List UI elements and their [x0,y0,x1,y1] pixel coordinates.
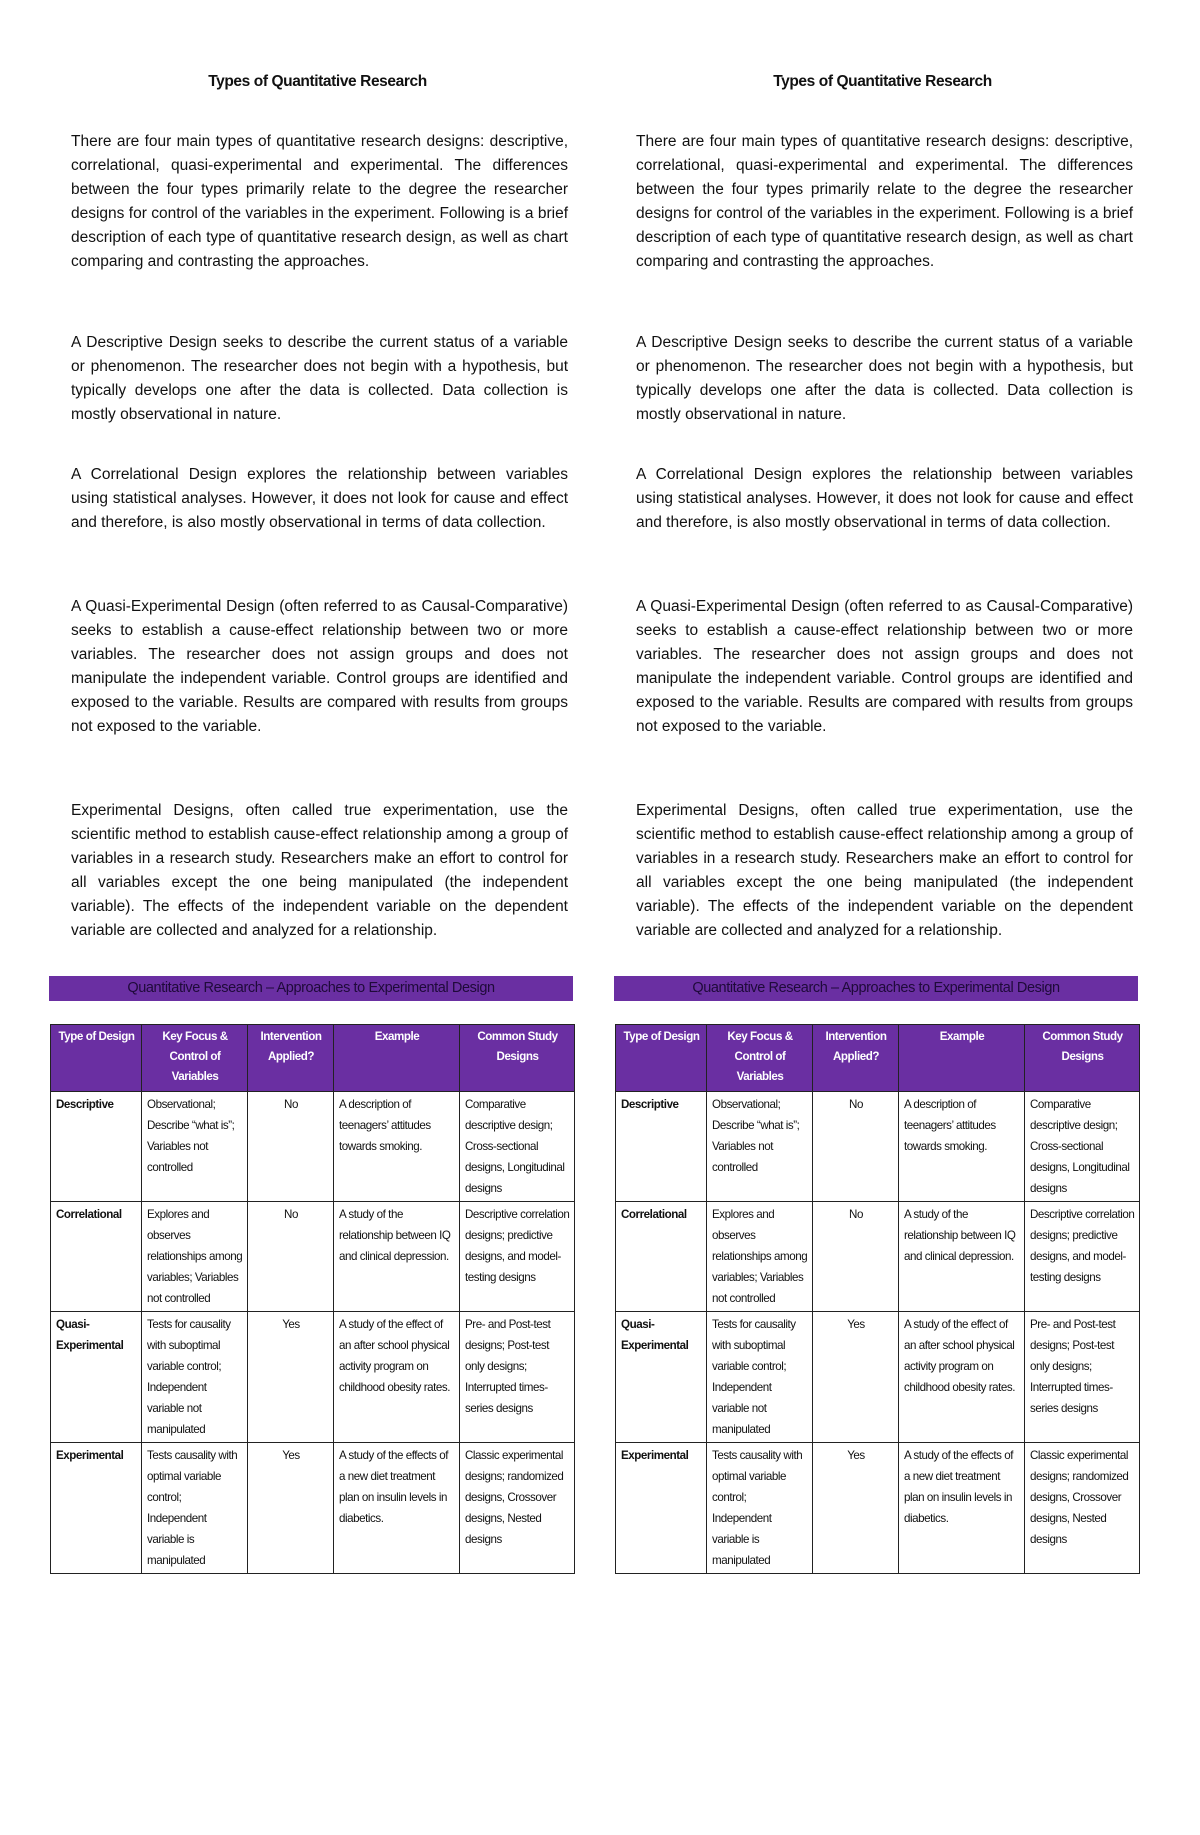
cell-study-designs: Classic experimental designs; randomized designs, Crossover designs, Nested designs [1025,1443,1140,1574]
cell-key-focus: Tests for causality with suboptimal variable control; Independent variable not manipulated [707,1312,813,1443]
page-title: Types of Quantitative Research [773,73,992,90]
header-example: Example [899,1025,1025,1092]
cell-type: Correlational [616,1202,707,1312]
cell-example: A study of the relationship between IQ and clinical depression. [334,1202,460,1312]
table-row [51,1312,575,1443]
header-type: Type of Design [51,1025,142,1092]
cell-type: Descriptive [616,1092,707,1202]
cell-study-designs: Comparative descriptive design; Cross-sectional designs, Longitudinal designs [1025,1092,1140,1202]
experimental-paragraph: Experimental Designs, often called true experimentation, use the scientific method to establish cause-effect relationship among a group of variables in a research study. Researchers make an effort to control for all variables except the one being manipulated (the independent variable). The effects of the independent variable on the dependent variable are collected and analyzed for a relationship. [71,802,568,939]
cell-intervention: Yes [248,1312,334,1443]
quasi-experimental-paragraph: A Quasi-Experimental Design (often referred to as Causal-Comparative) seeks to establish a cause-effect relationship between two or more variables. The researcher does not assign groups and does not manipulate the independent variable. Control groups are identified and exposed to the variable. Results are compared with results from groups not exposed to the variable. [71,598,568,735]
cell-study-designs: Pre- and Post-test designs; Post-test only designs; Interrupted times-series designs [1025,1312,1140,1443]
cell-type: Experimental [616,1443,707,1574]
cell-study-designs: Descriptive correlation designs; predictive designs, and model-testing designs [1025,1202,1140,1312]
table-row [51,1202,575,1312]
descriptive-paragraph: A Descriptive Design seeks to describe the current status of a variable or phenomenon. The researcher does not begin with a hypothesis, but typically develops one after the data is collected. Data collection is mostly observational in nature. [71,334,568,423]
cell-key-focus: Tests for causality with suboptimal variable control; Independent variable not manipulated [142,1312,248,1443]
comparison-table [50,1024,575,1574]
table-title-banner: Quantitative Research – Approaches to Experimental Design [49,976,573,1001]
cell-type: Descriptive [51,1092,142,1202]
cell-type: Experimental [51,1443,142,1574]
descriptive-paragraph: A Descriptive Design seeks to describe the current status of a variable or phenomenon. The researcher does not begin with a hypothesis, but typically develops one after the data is collected. Data collection is mostly observational in nature. [636,334,1133,423]
header-example: Example [334,1025,460,1092]
cell-intervention: Yes [248,1443,334,1574]
table-row [616,1202,1140,1312]
comparison-table [615,1024,1140,1574]
header-intervention: Intervention Applied? [813,1025,899,1092]
intro-paragraph: There are four main types of quantitative research designs: descriptive, correlational, quasi-experimental and experimental. The differences between the four types primarily relate to the degree the researcher designs for control of the variables in the experiment. Following is a brief description of each type of quantitative research design, as well as chart comparing and contrasting the approaches. [636,133,1133,270]
header-intervention: Intervention Applied? [248,1025,334,1092]
header-key-focus: Key Focus & Control of Variables [707,1025,813,1092]
cell-key-focus: Observational; Describe “what is”; Variables not controlled [707,1092,813,1202]
table-row [616,1443,1140,1574]
cell-example: A description of teenagers’ attitudes towards smoking. [334,1092,460,1202]
table-title-banner: Quantitative Research – Approaches to Experimental Design [614,976,1138,1001]
cell-key-focus: Observational; Describe “what is”; Variables not controlled [142,1092,248,1202]
table-row [616,1092,1140,1202]
table-header-row [51,1025,575,1092]
cell-intervention: No [248,1092,334,1202]
cell-study-designs: Comparative descriptive design; Cross-sectional designs, Longitudinal designs [460,1092,575,1202]
table-row [616,1312,1140,1443]
cell-key-focus: Explores and observes relationships among variables; Variables not controlled [707,1202,813,1312]
cell-intervention: Yes [813,1312,899,1443]
cell-study-designs: Pre- and Post-test designs; Post-test only designs; Interrupted times-series designs [460,1312,575,1443]
cell-example: A study of the effect of an after school physical activity program on childhood obesity rates. [899,1312,1025,1443]
cell-example: A study of the effects of a new diet treatment plan on insulin levels in diabetics. [899,1443,1025,1574]
correlational-paragraph: A Correlational Design explores the relationship between variables using statistical analyses. However, it does not look for cause and effect and therefore, is also mostly observational in terms of data collection. [71,466,568,531]
intro-paragraph: There are four main types of quantitative research designs: descriptive, correlational, quasi-experimental and experimental. The differences between the four types primarily relate to the degree the researcher designs for control of the variables in the experiment. Following is a brief description of each type of quantitative research design, as well as chart comparing and contrasting the approaches. [71,133,568,270]
cell-key-focus: Explores and observes relationships among variables; Variables not controlled [142,1202,248,1312]
page-title: Types of Quantitative Research [208,73,427,90]
cell-intervention: No [813,1092,899,1202]
cell-example: A study of the effects of a new diet treatment plan on insulin levels in diabetics. [334,1443,460,1574]
cell-type: Quasi-Experimental [616,1312,707,1443]
cell-key-focus: Tests causality with optimal variable control; Independent variable is manipulated [707,1443,813,1574]
cell-study-designs: Descriptive correlation designs; predictive designs, and model-testing designs [460,1202,575,1312]
correlational-paragraph: A Correlational Design explores the relationship between variables using statistical analyses. However, it does not look for cause and effect and therefore, is also mostly observational in terms of data collection. [636,466,1133,531]
quasi-experimental-paragraph: A Quasi-Experimental Design (often referred to as Causal-Comparative) seeks to establish a cause-effect relationship between two or more variables. The researcher does not assign groups and does not manipulate the independent variable. Control groups are identified and exposed to the variable. Results are compared with results from groups not exposed to the variable. [636,598,1133,735]
cell-intervention: No [813,1202,899,1312]
cell-intervention: Yes [813,1443,899,1574]
cell-type: Correlational [51,1202,142,1312]
header-study-designs: Common Study Designs [1025,1025,1140,1092]
table-row [51,1443,575,1574]
cell-intervention: No [248,1202,334,1312]
cell-example: A study of the effect of an after school physical activity program on childhood obesity rates. [334,1312,460,1443]
cell-type: Quasi-Experimental [51,1312,142,1443]
header-study-designs: Common Study Designs [460,1025,575,1092]
table-header-row [616,1025,1140,1092]
cell-key-focus: Tests causality with optimal variable control; Independent variable is manipulated [142,1443,248,1574]
table-row [51,1092,575,1202]
header-key-focus: Key Focus & Control of Variables [142,1025,248,1092]
cell-example: A study of the relationship between IQ and clinical depression. [899,1202,1025,1312]
cell-study-designs: Classic experimental designs; randomized designs, Crossover designs, Nested designs [460,1443,575,1574]
cell-example: A description of teenagers’ attitudes towards smoking. [899,1092,1025,1202]
header-type: Type of Design [616,1025,707,1092]
experimental-paragraph: Experimental Designs, often called true experimentation, use the scientific method to establish cause-effect relationship among a group of variables in a research study. Researchers make an effort to control for all variables except the one being manipulated (the independent variable). The effects of the independent variable on the dependent variable are collected and analyzed for a relationship. [636,802,1133,939]
